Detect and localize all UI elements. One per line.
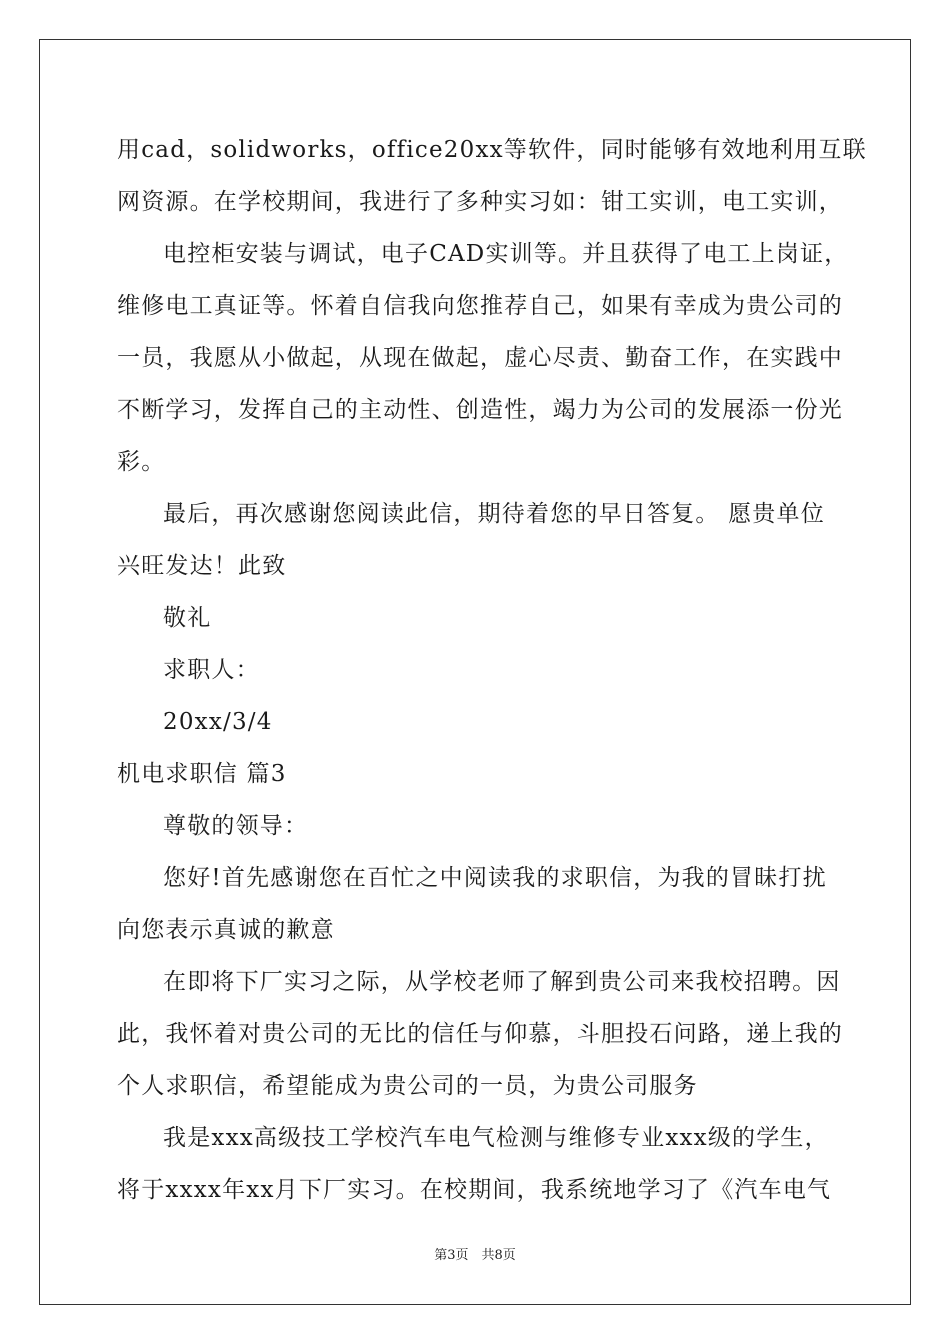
greeting: 尊敬的领导： [163, 813, 309, 839]
text-line: 兴旺发达！此致 [117, 553, 287, 579]
text-line: 一员，我愿从小做起，从现在做起，虚心尽责、勤奋工作，在实践中 [117, 345, 843, 371]
text-line: 不断学习，发挥自己的主动性、创造性，竭力为公司的发展添一份光 [117, 397, 843, 423]
text-line: 将于xxxx年xx月下厂实习。在校期间，我系统地学习了《汽车电气 [117, 1177, 832, 1203]
applicant-signature-label: 求职人： [163, 657, 260, 683]
closing-salutation: 敬礼 [163, 605, 212, 631]
text-line: 电控柜安装与调试，电子CAD实训等。并且获得了电工上岗证， [163, 241, 849, 267]
text-line: 向您表示真诚的歉意 [117, 917, 335, 943]
text-line: 最后，再次感谢您阅读此信，期待着您的早日答复。 愿贵单位 [163, 501, 825, 527]
letter-date: 20xx/3/4 [163, 709, 273, 735]
text-line: 用cad，solidworks，office20xx等软件，同时能够有效地利用互联 [117, 137, 867, 163]
text-line: 网资源。在学校期间，我进行了多种实习如：钳工实训，电工实训， [117, 189, 843, 215]
text-line: 彩。 [117, 449, 166, 475]
document-body [117, 124, 867, 1216]
text-line: 个人求职信，希望能成为贵公司的一员，为贵公司服务 [117, 1073, 698, 1099]
text-line: 维修电工真证等。怀着自信我向您推荐自己，如果有幸成为贵公司的 [117, 293, 843, 319]
section-heading: 机电求职信 篇3 [117, 761, 287, 787]
page-number-footer: 第3页 共8页 [434, 1248, 516, 1263]
text-line: 我是xxx高级技工学校汽车电气检测与维修专业xxx级的学生， [163, 1125, 829, 1151]
text-line: 此，我怀着对贵公司的无比的信任与仰慕，斗胆投石问路，递上我的 [117, 1021, 843, 1047]
text-line: 在即将下厂实习之际，从学校老师了解到贵公司来我校招聘。因 [163, 969, 841, 995]
text-line: 您好!首先感谢您在百忙之中阅读我的求职信，为我的冒昧打扰 [163, 865, 827, 891]
